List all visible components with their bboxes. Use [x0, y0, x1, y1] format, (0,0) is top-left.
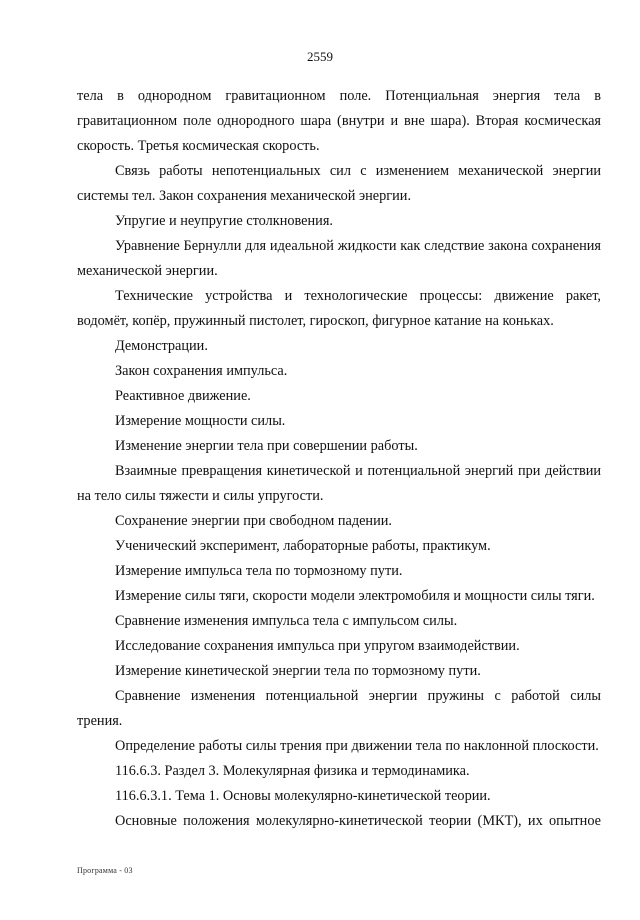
paragraph: Закон сохранения импульса. — [115, 363, 288, 379]
paragraph: Измерение кинетической энергии тела по тормозному пути. — [115, 663, 481, 679]
paragraph: Демонстрации. — [115, 338, 208, 354]
section-heading: 116.6.3. Раздел 3. Молекулярная физика и термодинамика. — [115, 763, 470, 779]
paragraph: Уравнение Бернулли для идеальной жидкости как следствие закона сохранения механической энергии. — [77, 238, 601, 279]
paragraph: Сохранение энергии при свободном падении. — [115, 513, 392, 529]
paragraph: Связь работы непотенциальных сил с изменением механической энергии системы тел. Закон сохранения механической энергии. — [77, 163, 601, 204]
paragraph: Основные положения молекулярно-кинетической теории (МКТ), их опытное — [115, 813, 601, 829]
paragraph: Изменение энергии тела при совершении работы. — [115, 438, 418, 454]
paragraph: Сравнение изменения импульса тела с импульсом силы. — [115, 613, 458, 629]
paragraph: Исследование сохранения импульса при упругом взаимодействии. — [115, 638, 520, 654]
paragraph: Технические устройства и технологические процессы: движение ракет, водомёт, копёр, пружинный пистолет, гироскоп, фигурное катание на коньках. — [77, 288, 601, 329]
page-number: 2559 — [307, 49, 333, 64]
paragraph: Определение работы силы трения при движении тела по наклонной плоскости. — [115, 738, 599, 754]
paragraph: Измерение импульса тела по тормозному пути. — [115, 563, 403, 579]
topic-heading: 116.6.3.1. Тема 1. Основы молекулярно-кинетической теории. — [115, 788, 491, 804]
paragraph: Измерение силы тяги, скорости модели электромобиля и мощности силы тяги. — [115, 588, 595, 604]
paragraph: Реактивное движение. — [115, 388, 251, 404]
paragraph: Взаимные превращения кинетической и потенциальной энергий при действии на тело силы тяжести и силы упругости. — [77, 463, 601, 504]
page-footer: Программа - 03 — [77, 866, 133, 875]
paragraph: Измерение мощности силы. — [115, 413, 286, 429]
paragraph: Сравнение изменения потенциальной энергии пружины с работой силы трения. — [77, 688, 601, 729]
paragraph: Упругие и неупругие столкновения. — [115, 213, 333, 229]
paragraph: Ученический эксперимент, лабораторные работы, практикум. — [115, 538, 491, 554]
document-body — [77, 84, 601, 834]
paragraph: тела в однородном гравитационном поле. Потенциальная энергия тела в гравитационном поле однородного шара (внутри и вне шара). Вторая космическая скорость. Третья космическая скорость. — [77, 88, 601, 154]
